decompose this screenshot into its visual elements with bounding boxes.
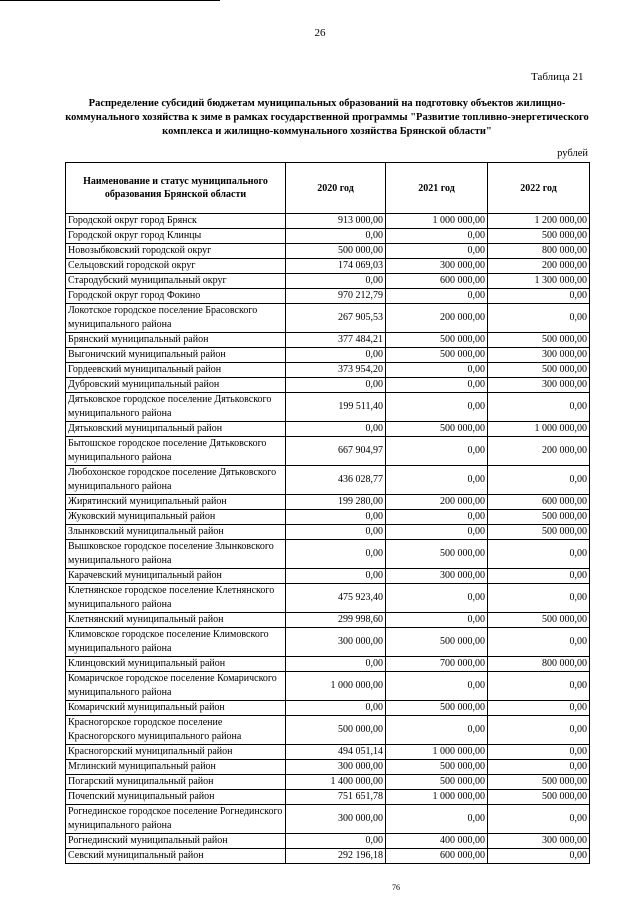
column-header-2022: 2022 год: [488, 163, 590, 214]
value-2021-cell: 0,00: [386, 363, 488, 378]
table-row: [66, 628, 590, 657]
value-2022-cell: 0,00: [488, 540, 590, 569]
table-row: [66, 393, 590, 422]
value-2021-cell: 500 000,00: [386, 333, 488, 348]
value-2020-cell: 0,00: [286, 510, 386, 525]
value-2020-cell: 0,00: [286, 540, 386, 569]
value-2021-cell: 0,00: [386, 672, 488, 701]
value-2021-cell: 500 000,00: [386, 628, 488, 657]
table-row: [66, 333, 590, 348]
value-2022-cell: 1 200 000,00: [488, 214, 590, 229]
value-2020-cell: 475 923,40: [286, 584, 386, 613]
value-2021-cell: 300 000,00: [386, 259, 488, 274]
column-header-name: Наименование и статус муниципального образования Брянской области: [66, 163, 286, 214]
value-2022-cell: 300 000,00: [488, 834, 590, 849]
table-row: [66, 466, 590, 495]
value-2021-cell: 500 000,00: [386, 348, 488, 363]
value-2021-cell: 0,00: [386, 393, 488, 422]
value-2021-cell: 0,00: [386, 466, 488, 495]
value-2021-cell: 200 000,00: [386, 495, 488, 510]
table-row: [66, 790, 590, 805]
municipality-name-cell: Климовское городское поселение Климовского муниципального района: [66, 628, 286, 657]
page-number: 26: [314, 27, 326, 39]
value-2020-cell: 0,00: [286, 701, 386, 716]
value-2022-cell: 500 000,00: [488, 510, 590, 525]
value-2021-cell: 1 000 000,00: [386, 745, 488, 760]
value-2020-cell: 500 000,00: [286, 244, 386, 259]
value-2022-cell: 0,00: [488, 569, 590, 584]
municipality-name-cell: Рогнединский муниципальный район: [66, 834, 286, 849]
table-row: [66, 437, 590, 466]
value-2021-cell: 500 000,00: [386, 775, 488, 790]
table-row: [66, 259, 590, 274]
value-2021-cell: 500 000,00: [386, 760, 488, 775]
value-2022-cell: 0,00: [488, 289, 590, 304]
value-2020-cell: 751 651,78: [286, 790, 386, 805]
value-2020-cell: 970 212,79: [286, 289, 386, 304]
value-2022-cell: 0,00: [488, 466, 590, 495]
value-2022-cell: 1 300 000,00: [488, 274, 590, 289]
value-2020-cell: 373 954,20: [286, 363, 386, 378]
value-2021-cell: 0,00: [386, 805, 488, 834]
value-2022-cell: 0,00: [488, 760, 590, 775]
value-2022-cell: 500 000,00: [488, 613, 590, 628]
bottom-page-mark: 76: [392, 883, 400, 892]
municipality-name-cell: Новозыбковский городской округ: [66, 244, 286, 259]
table-row: [66, 775, 590, 790]
municipality-name-cell: Любохонское городское поселение Дятьковского муниципального района: [66, 466, 286, 495]
value-2022-cell: 500 000,00: [488, 775, 590, 790]
table-row: [66, 363, 590, 378]
value-2020-cell: 913 000,00: [286, 214, 386, 229]
value-2021-cell: 0,00: [386, 244, 488, 259]
value-2022-cell: 0,00: [488, 628, 590, 657]
value-2021-cell: 0,00: [386, 437, 488, 466]
value-2020-cell: 0,00: [286, 657, 386, 672]
value-2022-cell: 0,00: [488, 701, 590, 716]
value-2022-cell: 300 000,00: [488, 348, 590, 363]
value-2022-cell: 300 000,00: [488, 378, 590, 393]
municipality-name-cell: Жуковский муниципальный район: [66, 510, 286, 525]
value-2020-cell: 0,00: [286, 834, 386, 849]
municipality-name-cell: Мглинский муниципальный район: [66, 760, 286, 775]
municipality-name-cell: Локотское городское поселение Брасовского муниципального района: [66, 304, 286, 333]
value-2020-cell: 300 000,00: [286, 628, 386, 657]
table-row: [66, 657, 590, 672]
value-2020-cell: 0,00: [286, 569, 386, 584]
value-2022-cell: 1 000 000,00: [488, 422, 590, 437]
value-2022-cell: 0,00: [488, 393, 590, 422]
value-2021-cell: 0,00: [386, 289, 488, 304]
municipality-name-cell: Городской округ город Фокино: [66, 289, 286, 304]
municipality-name-cell: Дубровский муниципальный район: [66, 378, 286, 393]
municipality-name-cell: Севский муниципальный район: [66, 849, 286, 864]
municipality-name-cell: Стародубский муниципальный округ: [66, 274, 286, 289]
value-2022-cell: 0,00: [488, 584, 590, 613]
value-2022-cell: 0,00: [488, 304, 590, 333]
municipality-name-cell: Брянский муниципальный район: [66, 333, 286, 348]
value-2021-cell: 500 000,00: [386, 701, 488, 716]
value-2022-cell: 0,00: [488, 745, 590, 760]
table-row: [66, 540, 590, 569]
table-row: [66, 672, 590, 701]
value-2021-cell: 0,00: [386, 584, 488, 613]
municipality-name-cell: Клетнянское городское поселение Клетнянского муниципального района: [66, 584, 286, 613]
table-row: [66, 378, 590, 393]
value-2020-cell: 199 280,00: [286, 495, 386, 510]
municipality-name-cell: Дятьковское городское поселение Дятьковского муниципального района: [66, 393, 286, 422]
municipality-name-cell: Гордеевский муниципальный район: [66, 363, 286, 378]
table-row: [66, 834, 590, 849]
subsidies-table: [65, 162, 590, 864]
value-2020-cell: 0,00: [286, 229, 386, 244]
table-body: [66, 214, 590, 864]
municipality-name-cell: Клинцовский муниципальный район: [66, 657, 286, 672]
value-2022-cell: 500 000,00: [488, 229, 590, 244]
municipality-name-cell: Погарский муниципальный район: [66, 775, 286, 790]
municipality-name-cell: Карачевский муниципальный район: [66, 569, 286, 584]
value-2020-cell: 1 400 000,00: [286, 775, 386, 790]
municipality-name-cell: Рогнединское городское поселение Рогнединского муниципального района: [66, 805, 286, 834]
table-row: [66, 701, 590, 716]
value-2021-cell: 0,00: [386, 510, 488, 525]
table-row: [66, 849, 590, 864]
value-2020-cell: 500 000,00: [286, 716, 386, 745]
value-2020-cell: 199 511,40: [286, 393, 386, 422]
value-2020-cell: 300 000,00: [286, 805, 386, 834]
table-label: Таблица 21: [531, 71, 584, 83]
value-2021-cell: 500 000,00: [386, 540, 488, 569]
value-2021-cell: 600 000,00: [386, 274, 488, 289]
table-header-row: [66, 163, 590, 214]
value-2022-cell: 500 000,00: [488, 525, 590, 540]
municipality-name-cell: Дятьковский муниципальный район: [66, 422, 286, 437]
table-row: [66, 745, 590, 760]
value-2022-cell: 800 000,00: [488, 657, 590, 672]
table-row: [66, 304, 590, 333]
municipality-name-cell: Городской округ город Брянск: [66, 214, 286, 229]
table-row: [66, 348, 590, 363]
municipality-name-cell: Бытошское городское поселение Дятьковского муниципального района: [66, 437, 286, 466]
value-2020-cell: 0,00: [286, 274, 386, 289]
value-2020-cell: 1 000 000,00: [286, 672, 386, 701]
table-row: [66, 289, 590, 304]
column-header-2020: 2020 год: [286, 163, 386, 214]
value-2022-cell: 500 000,00: [488, 363, 590, 378]
value-2021-cell: 500 000,00: [386, 422, 488, 437]
top-rule: [0, 0, 220, 1]
municipality-name-cell: Красногорское городское поселение Красногорского муниципального района: [66, 716, 286, 745]
table-row: [66, 760, 590, 775]
table-row: [66, 613, 590, 628]
value-2022-cell: 800 000,00: [488, 244, 590, 259]
value-2022-cell: 200 000,00: [488, 259, 590, 274]
municipality-name-cell: Комаричское городское поселение Комаричского муниципального района: [66, 672, 286, 701]
municipality-name-cell: Клетнянский муниципальный район: [66, 613, 286, 628]
value-2020-cell: 494 051,14: [286, 745, 386, 760]
value-2020-cell: 0,00: [286, 348, 386, 363]
value-2021-cell: 0,00: [386, 229, 488, 244]
value-2020-cell: 300 000,00: [286, 760, 386, 775]
value-2022-cell: 0,00: [488, 805, 590, 834]
value-2020-cell: 0,00: [286, 525, 386, 540]
municipality-name-cell: Вышковское городское поселение Злынковского муниципального района: [66, 540, 286, 569]
value-2021-cell: 1 000 000,00: [386, 790, 488, 805]
table-row: [66, 584, 590, 613]
value-2021-cell: 0,00: [386, 525, 488, 540]
municipality-name-cell: Красногорский муниципальный район: [66, 745, 286, 760]
value-2020-cell: 267 905,53: [286, 304, 386, 333]
value-2021-cell: 400 000,00: [386, 834, 488, 849]
value-2020-cell: 299 998,60: [286, 613, 386, 628]
value-2020-cell: 174 069,03: [286, 259, 386, 274]
value-2022-cell: 0,00: [488, 672, 590, 701]
value-2021-cell: 600 000,00: [386, 849, 488, 864]
table-row: [66, 214, 590, 229]
municipality-name-cell: Злынковский муниципальный район: [66, 525, 286, 540]
value-2022-cell: 500 000,00: [488, 333, 590, 348]
value-2020-cell: 0,00: [286, 422, 386, 437]
value-2022-cell: 0,00: [488, 716, 590, 745]
value-2021-cell: 700 000,00: [386, 657, 488, 672]
value-2020-cell: 667 904,97: [286, 437, 386, 466]
municipality-name-cell: Почепский муниципальный район: [66, 790, 286, 805]
page-title: Распределение субсидий бюджетам муниципальных образований на подготовку объектов жилищно-коммунального хозяйства к зиме в рамках государственной программы "Развитие топливно-энергетического комплекса и жилищно-коммунального хозяйства Брянской области": [65, 98, 589, 137]
value-2020-cell: 377 484,21: [286, 333, 386, 348]
value-2020-cell: 0,00: [286, 378, 386, 393]
table-row: [66, 525, 590, 540]
municipality-name-cell: Комаричский муниципальный район: [66, 701, 286, 716]
value-2022-cell: 200 000,00: [488, 437, 590, 466]
municipality-name-cell: Сельцовский городской округ: [66, 259, 286, 274]
value-2021-cell: 1 000 000,00: [386, 214, 488, 229]
value-2022-cell: 0,00: [488, 849, 590, 864]
value-2020-cell: 292 196,18: [286, 849, 386, 864]
table-row: [66, 274, 590, 289]
table-row: [66, 805, 590, 834]
table-row: [66, 495, 590, 510]
municipality-name-cell: Городской округ город Клинцы: [66, 229, 286, 244]
table-row: [66, 244, 590, 259]
value-2021-cell: 0,00: [386, 378, 488, 393]
table-row: [66, 569, 590, 584]
municipality-name-cell: Выгоничский муниципальный район: [66, 348, 286, 363]
value-2021-cell: 0,00: [386, 613, 488, 628]
table-row: [66, 510, 590, 525]
units-label: рублей: [557, 148, 588, 159]
value-2022-cell: 500 000,00: [488, 790, 590, 805]
column-header-2021: 2021 год: [386, 163, 488, 214]
value-2021-cell: 200 000,00: [386, 304, 488, 333]
value-2021-cell: 300 000,00: [386, 569, 488, 584]
table-row: [66, 422, 590, 437]
table-row: [66, 229, 590, 244]
table-row: [66, 716, 590, 745]
value-2021-cell: 0,00: [386, 716, 488, 745]
value-2020-cell: 436 028,77: [286, 466, 386, 495]
value-2022-cell: 600 000,00: [488, 495, 590, 510]
municipality-name-cell: Жирятинский муниципальный район: [66, 495, 286, 510]
